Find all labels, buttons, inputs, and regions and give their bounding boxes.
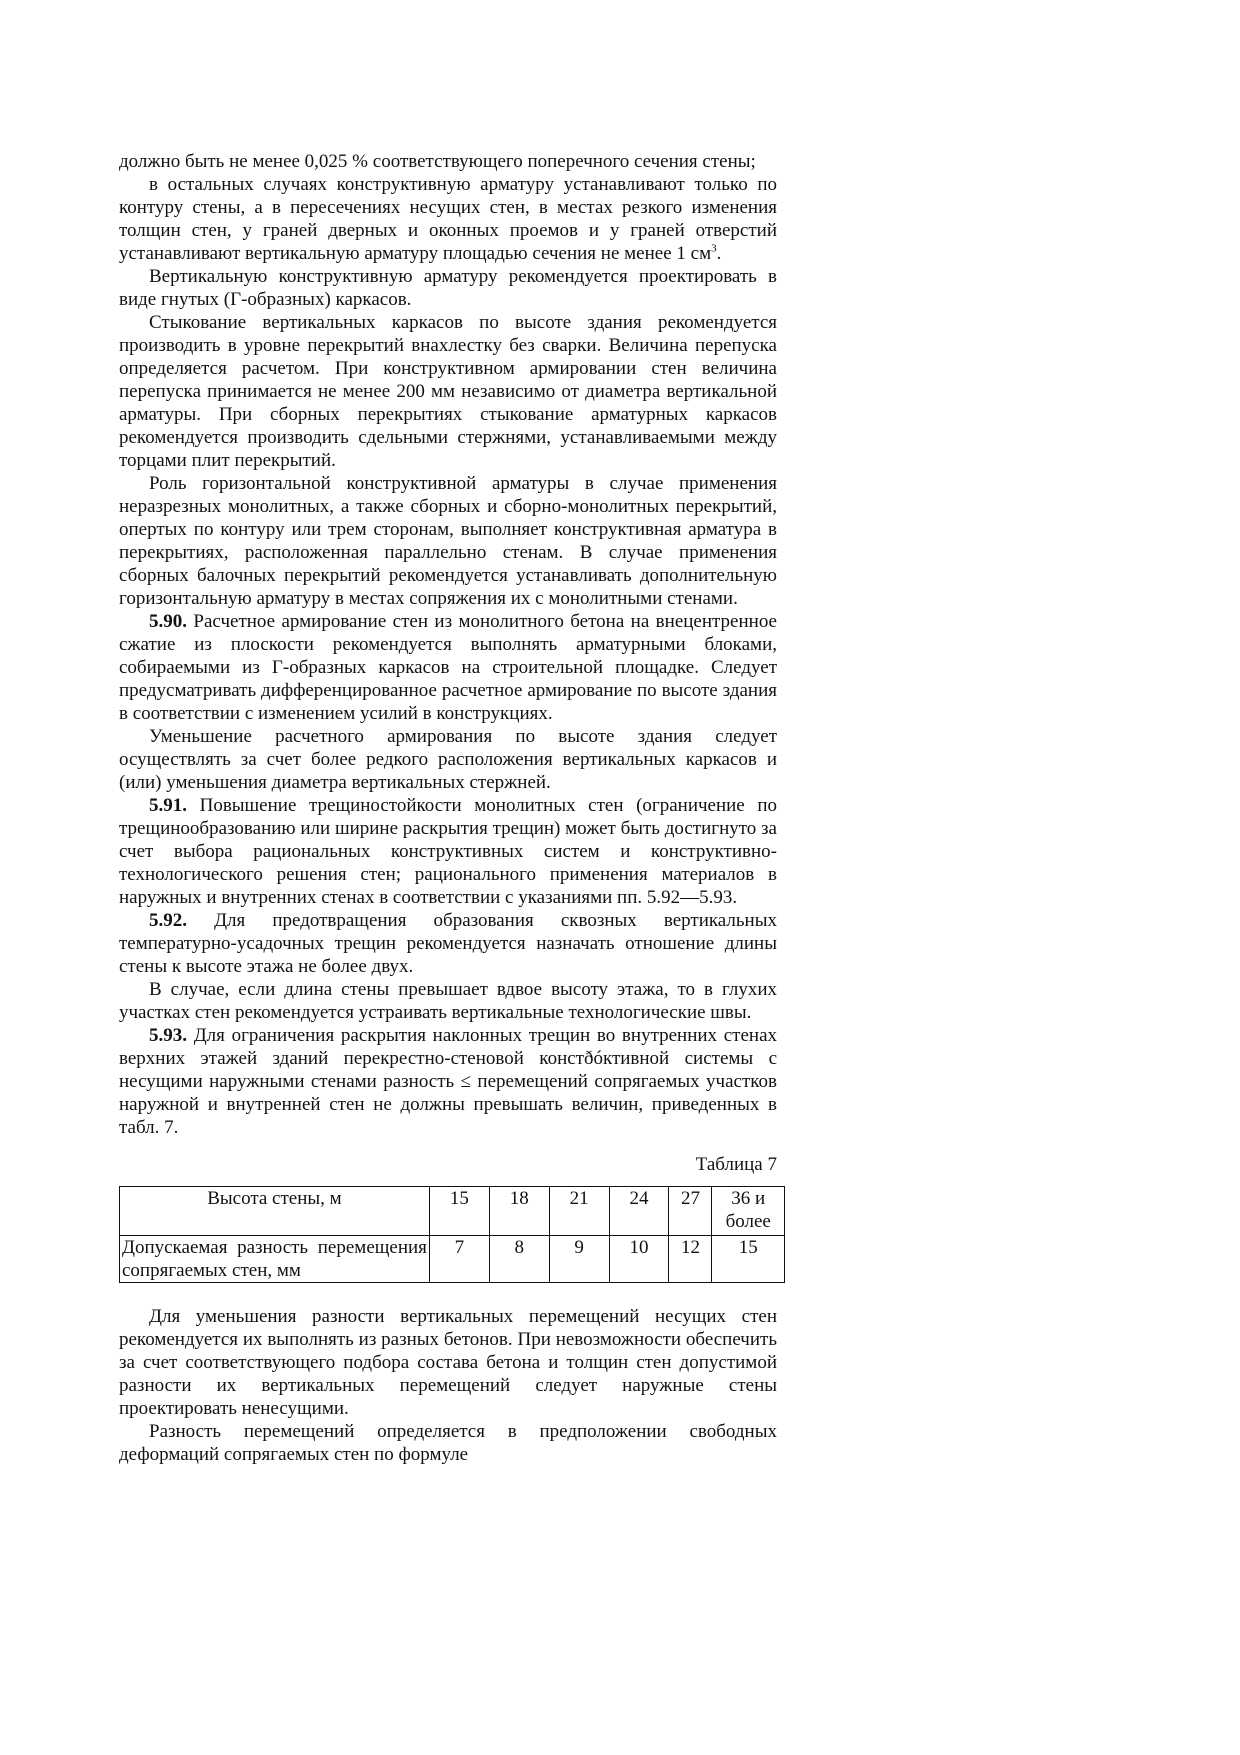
- table-cell: 24: [609, 1187, 669, 1236]
- table-cell: 27: [669, 1187, 712, 1236]
- table-cell: 10: [609, 1236, 669, 1283]
- paragraph: Роль горизонтальной конструктивной арматуры в случае применения неразрезных монолитных, а также сборных и сборно-монолитных перекрытий, опертых по контуру или трем сторонам, выполняет конструктивная арматура в перекрытиях, расположенная параллельно стенам. В случае применения сборных балочных перекрытий рекомендуется устанавливать дополнительную горизонтальную арматуру в местах сопряжения их с монолитными стенами.: [119, 473, 777, 609]
- paragraph: В случае, если длина стены превышает вдвое высоту этажа, то в глухих участках стен рекомендуется устраивать вертикальные технологические швы.: [119, 979, 777, 1023]
- paragraph-text: Для ограничения раскрытия наклонных трещин во внутренних стенах верхних этажей зданий перекрестно-стеновой констðóктивной системы с несущими наружными стенами разность ≤ перемещений сопрягаемых участков наружной и внутренней стен не должны превышать величин, приведенных в табл. 7.: [119, 1025, 778, 1138]
- table-cell: 8: [489, 1236, 549, 1283]
- table-row: [120, 1187, 785, 1236]
- table-cell: 18: [489, 1187, 549, 1236]
- table-cell: 12: [669, 1236, 712, 1283]
- table-caption: Таблица 7: [695, 1154, 777, 1175]
- paragraph: Уменьшение расчетного армирования по высоте здания следует осуществлять за счет более редкого расположения вертикальных каркасов и (или) уменьшения диаметра вертикальных стержней.: [119, 726, 777, 793]
- table-row: [120, 1236, 785, 1283]
- paragraph: должно быть не менее 0,025 % соответствующего поперечного сечения стены;: [119, 151, 756, 172]
- document-page: [119, 150, 777, 1466]
- table-header-label: Высота стены, м: [120, 1187, 430, 1236]
- superscript: 3: [711, 242, 717, 255]
- table-cell: 15: [712, 1236, 785, 1283]
- paragraph-5-91: [119, 794, 777, 909]
- section-number: 5.92.: [149, 910, 187, 931]
- paragraph: Вертикальную конструктивную арматуру рекомендуется проектировать в виде гнутых (Г-образных) каркасов.: [119, 266, 777, 310]
- paragraph: [119, 173, 777, 265]
- paragraph-text: в остальных случаях конструктивную арматуру устанавливают только по контуру стены, а в пересечениях несущих стен, в местах резкого изменения толщин стен, у граней дверных и оконных проемов и у граней отверстий устанавливают вертикальную арматуру площадью сечения не менее 1 см: [119, 174, 777, 264]
- paragraph: Стыкование вертикальных каркасов по высоте здания рекомендуется производить в уровне перекрытий внахлестку без сварки. Величина перепуска определяется расчетом. При конструктивном армировании стен величина перепуска принимается не менее 200 мм независимо от диаметра вертикальной арматуры. При сборных перекрытиях стыкование арматурных каркасов рекомендуется производить сдельными стержнями, устанавливаемыми между торцами плит перекрытий.: [119, 312, 777, 471]
- paragraph-text: Повышение трещиностойкости монолитных стен (ограничение по трещинообразованию или ширине раскрытия трещин) может быть достигнуто за счет выбора рациональных конструктивных систем и конструктивно-технологического решения стен; рационального применения материалов в наружных и внутренних стенах в соответствии с указаниями пп. 5.92—5.93.: [119, 795, 777, 908]
- table-cell: 9: [549, 1236, 609, 1283]
- paragraph-5-92: [119, 909, 777, 978]
- table-row-label: Допускаемая разность перемещения сопрягаемых стен, мм: [120, 1236, 430, 1283]
- section-number: 5.93.: [149, 1025, 187, 1046]
- table-7: [119, 1186, 785, 1283]
- table-cell: 15: [429, 1187, 489, 1236]
- paragraph-text: Расчетное армирование стен из монолитного бетона на внецентренное сжатие из плоскости рекомендуется выполнять арматурными блоками, собираемыми из Г-образных каркасов на строительной площадке. Следует предусматривать дифференцированное расчетное армирование по высоте здания в соответствии с изменением усилий в конструкциях.: [119, 611, 777, 724]
- paragraph: Разность перемещений определяется в предположении свободных деформаций сопрягаемых стен по формуле: [119, 1421, 777, 1465]
- paragraph-5-93: [119, 1024, 777, 1139]
- section-number: 5.91.: [149, 795, 187, 816]
- table-cell: 21: [549, 1187, 609, 1236]
- section-number: 5.90.: [149, 611, 187, 632]
- table-cell: 36 и более: [712, 1187, 785, 1236]
- paragraph-5-90: [119, 610, 777, 725]
- table-cell: 7: [429, 1236, 489, 1283]
- period: .: [716, 243, 722, 264]
- paragraph-text: Для предотвращения образования сквозных вертикальных температурно-усадочных трещин рекомендуется назначать отношение длины стены к высоте этажа не более двух.: [119, 910, 777, 977]
- paragraph: Для уменьшения разности вертикальных перемещений несущих стен рекомендуется их выполнять из разных бетонов. При невозможности обеспечить за счет соответствующего подбора состава бетона и толщин стен допустимой разности их вертикальных перемещений следует наружные стены проектировать ненесущими.: [119, 1306, 777, 1419]
